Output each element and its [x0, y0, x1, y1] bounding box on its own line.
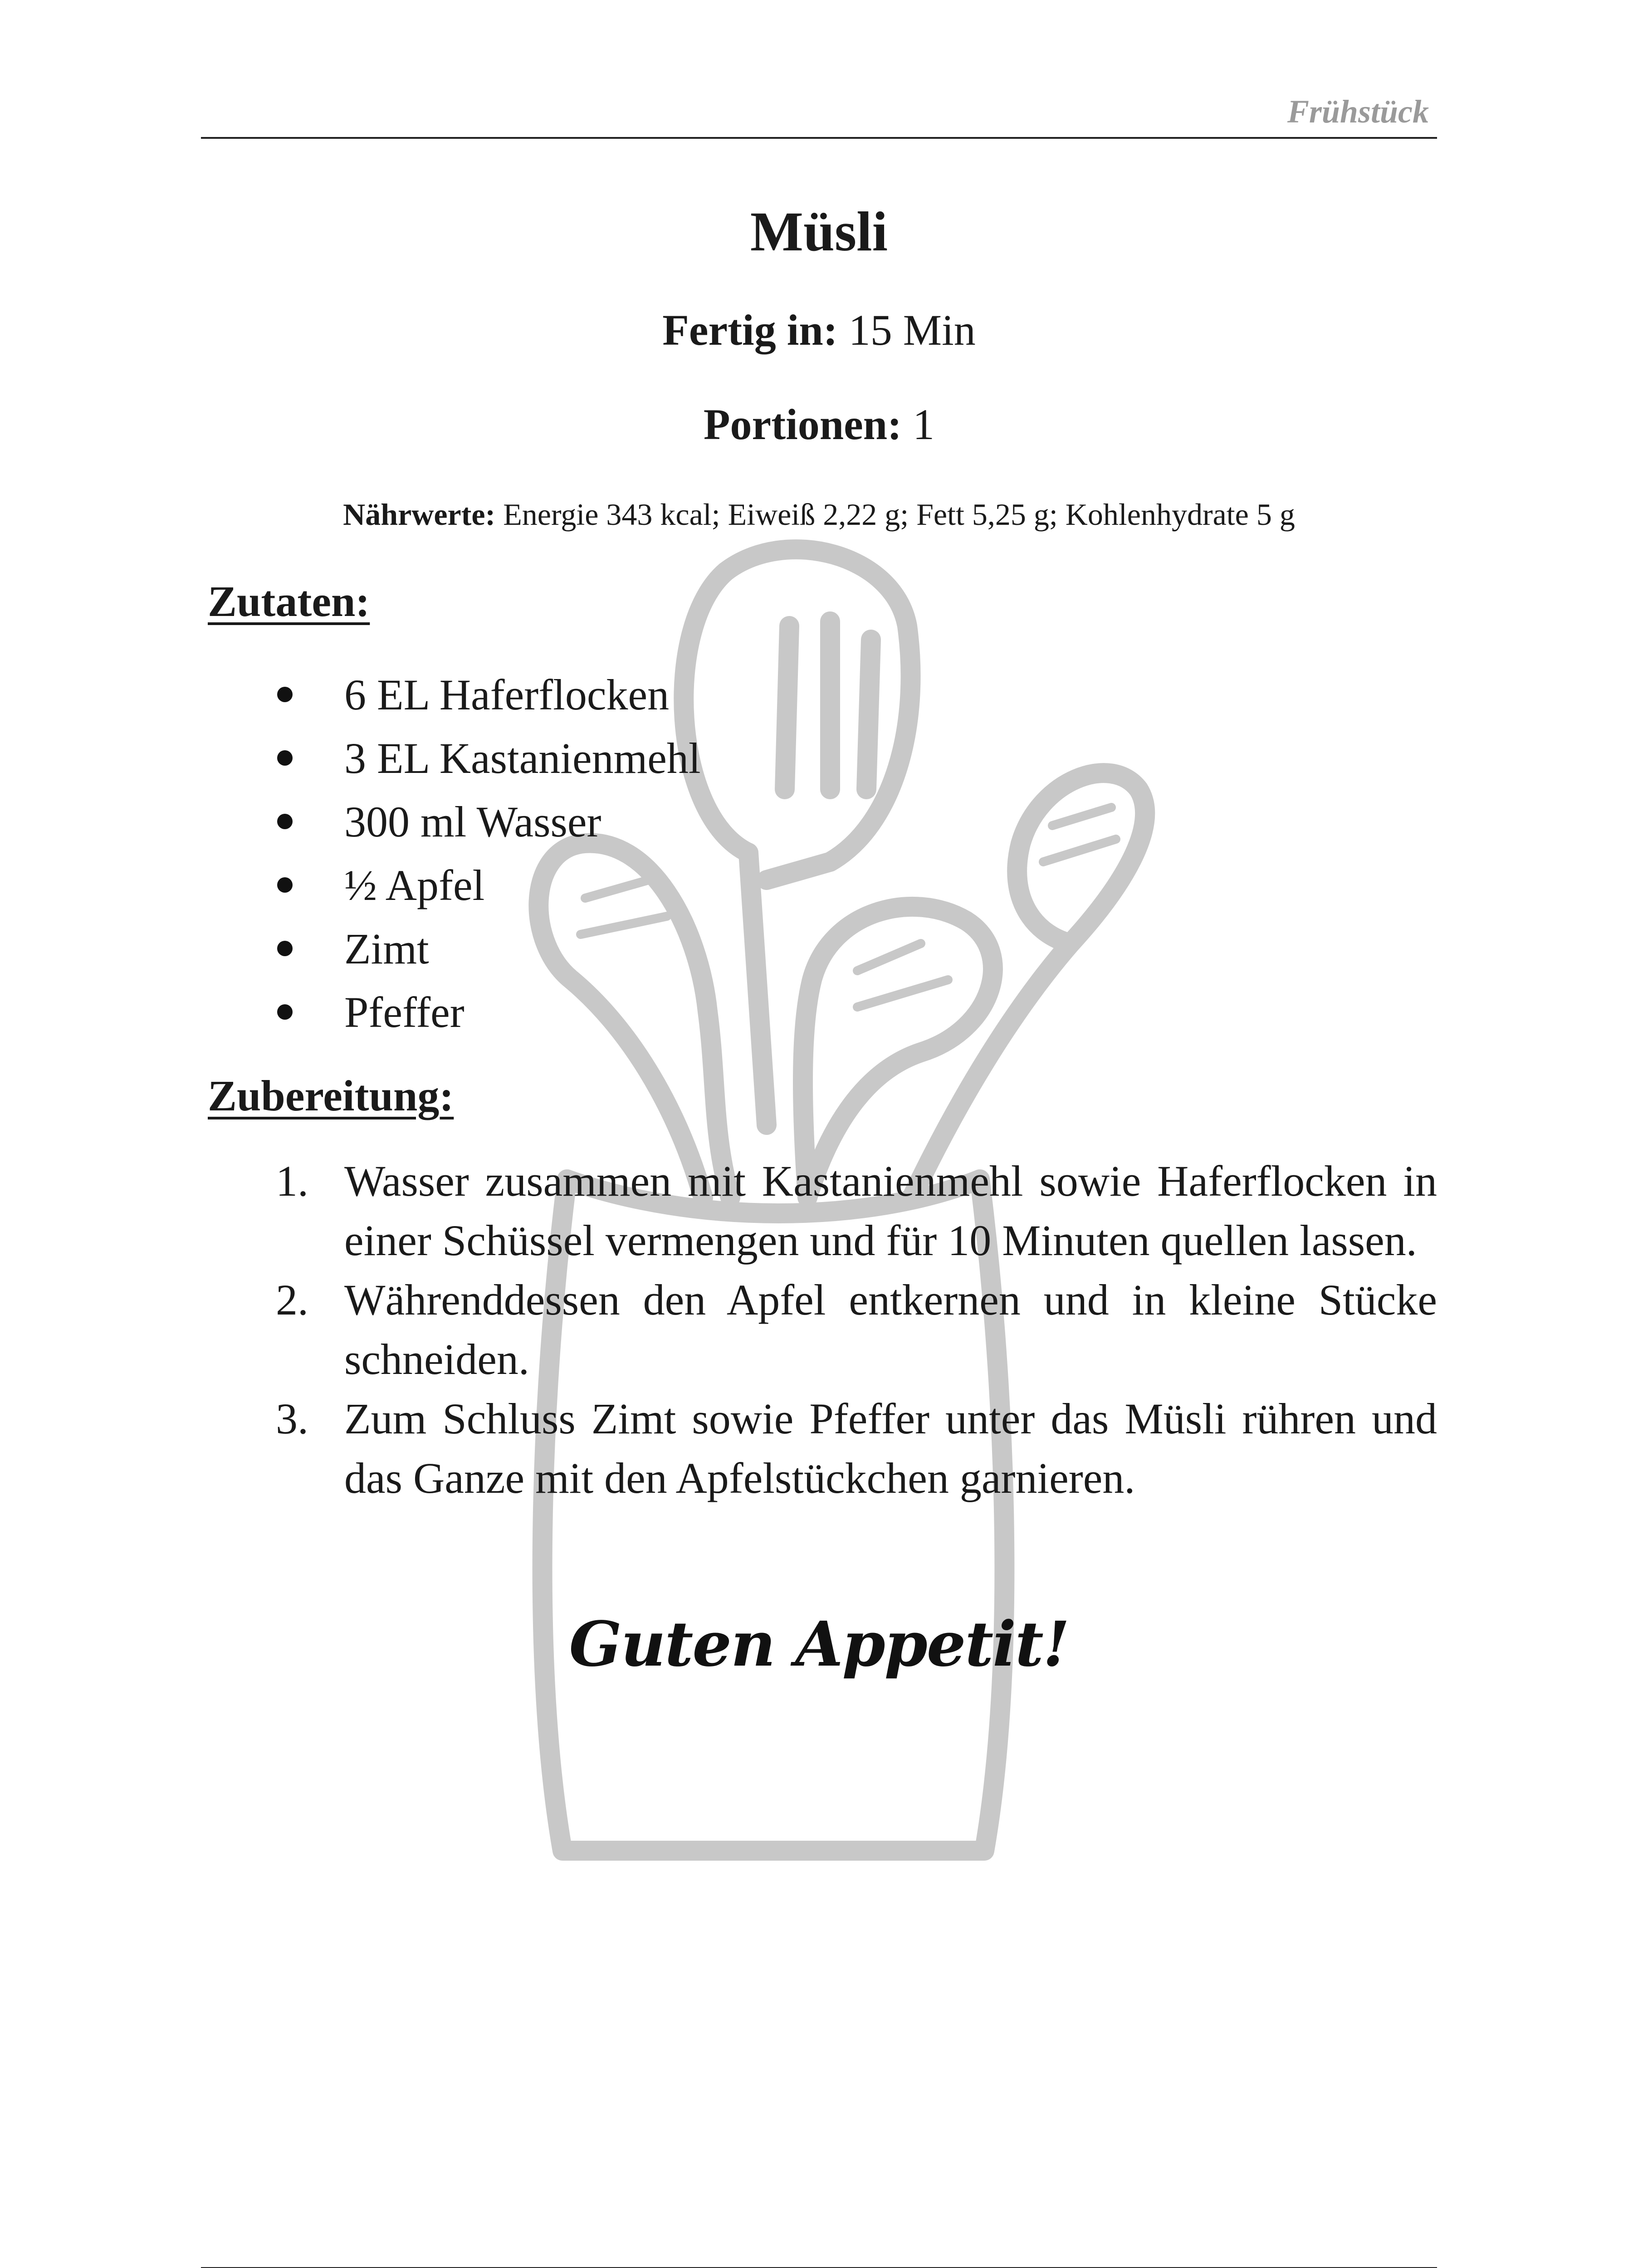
ingredient-text: 6 EL Haferflocken — [344, 670, 670, 719]
ready-in-label: Fertig in: — [662, 306, 838, 354]
nutrition-label: Nährwerte: — [343, 497, 496, 532]
preparation-heading: Zubereitung: — [208, 1071, 454, 1120]
nutrition-value: Energie 343 kcal; Eiweiß 2,22 g; Fett 5,25 g; Kohlenhydrate 5 g — [503, 497, 1295, 532]
signoff-script: Guten Appetit! — [569, 1608, 1069, 1681]
ingredient-text: 300 ml Wasser — [344, 797, 601, 846]
step-number: 3. — [276, 1394, 308, 1443]
bullet-icon — [277, 814, 293, 829]
list-item — [201, 854, 701, 917]
list-item — [201, 663, 701, 727]
ingredients-heading: Zutaten: — [208, 577, 370, 626]
list-item — [201, 727, 701, 790]
servings-value: 1 — [913, 400, 935, 449]
list-item — [201, 981, 701, 1044]
bullet-icon — [277, 941, 293, 956]
ingredient-text: Pfeffer — [344, 988, 464, 1036]
list-item — [201, 917, 701, 981]
step-item — [201, 1389, 1437, 1508]
ingredient-text: ½ Apfel — [344, 861, 485, 909]
ingredients-list — [201, 663, 701, 1044]
ready-in-value: 15 Min — [848, 306, 976, 354]
bullet-icon — [277, 687, 293, 702]
bullet-icon — [277, 1004, 293, 1020]
step-number: 1. — [276, 1157, 308, 1205]
list-item — [201, 790, 701, 854]
step-text: Zum Schluss Zimt sowie Pfeffer unter das Müsli rühren und das Ganze mit den Apfelstückchen garnieren. — [344, 1394, 1437, 1502]
bullet-icon — [277, 750, 293, 766]
step-item — [201, 1270, 1437, 1389]
servings-label: Portionen: — [703, 400, 902, 449]
preparation-steps — [201, 1151, 1437, 1508]
step-number: 2. — [276, 1276, 308, 1324]
servings-line — [201, 399, 1437, 450]
nutrition-line — [201, 497, 1437, 533]
header-rule — [201, 137, 1437, 139]
ready-in-line — [201, 305, 1437, 355]
ingredient-text: 3 EL Kastanienmehl — [344, 734, 701, 782]
step-text: Wasser zusammen mit Kastanienmehl sowie Haferflocken in einer Schüssel vermengen und für 10 Minuten quellen lassen. — [344, 1157, 1437, 1265]
ingredient-text: Zimt — [344, 924, 429, 973]
recipe-title: Müsli — [750, 200, 888, 263]
bullet-icon — [277, 877, 293, 893]
step-text: Währenddessen den Apfel entkernen und in kleine Stücke schneiden. — [344, 1276, 1437, 1383]
step-item — [201, 1151, 1437, 1270]
running-header: Frühstück — [1287, 93, 1429, 130]
